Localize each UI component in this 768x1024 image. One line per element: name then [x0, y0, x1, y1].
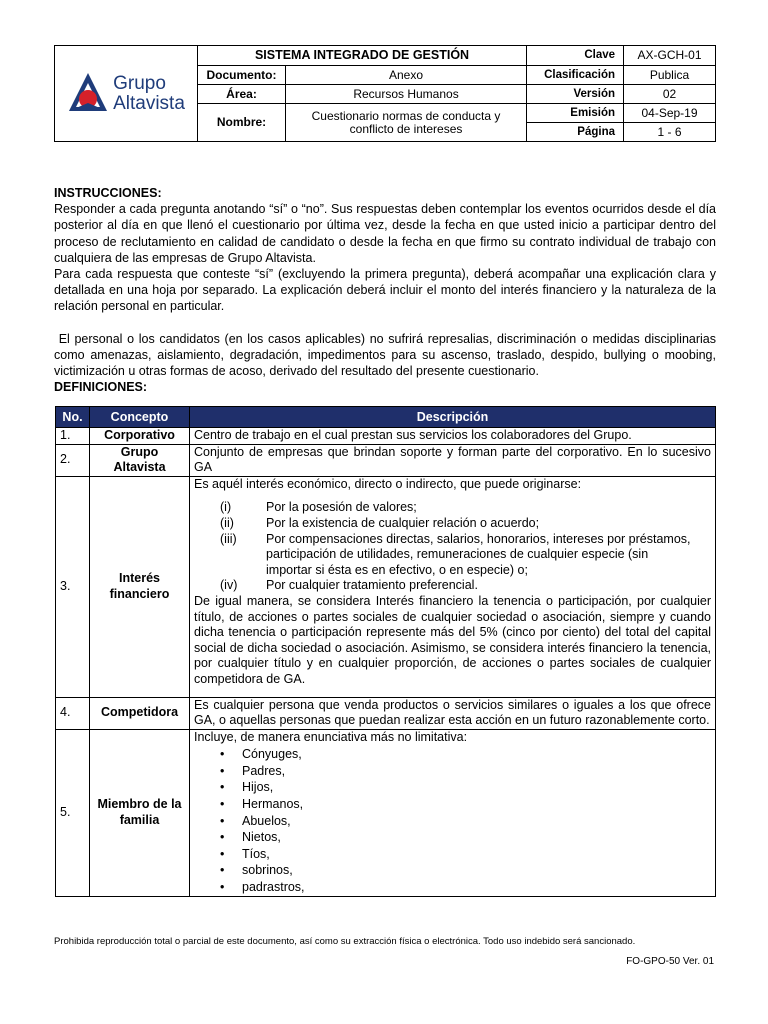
row-number: 5.	[56, 729, 90, 896]
instructions-section	[54, 185, 720, 395]
concept-line: Miembro de la	[97, 797, 182, 812]
instructions-paragraph-1: Responder a cada pregunta anotando “sí” o “no”. Sus respuestas deben contemplar los eventos ocurridos desde el día posterior al día en que llenó el cuestionario por última vez, desde la fecha en que usted inicio a participar dentro del proceso de reclutamiento en calidad de candidato o desde la fecha en que firmo su contrato individual de trabajo con cualquiera de las empresas de Grupo Altavista.	[54, 202, 716, 265]
definitions-heading: DEFINICIONES:	[54, 380, 148, 395]
version-value: 02	[624, 85, 716, 104]
table-row	[56, 476, 716, 697]
list-item-number: (iv)	[220, 578, 238, 593]
table-row	[56, 444, 716, 476]
row-number: 2.	[56, 444, 90, 476]
instructions-paragraph-3: El personal o los candidatos (en los casos aplicables) no sufrirá represalias, discriminación o medidas disciplinarias como amenazas, aislamiento, degradación, impedimentos para su ascenso, traslado, despido, bullying o moobing, victimización u otras formas de acoso, derivado del resultado del presente cuestionario.	[54, 331, 720, 379]
family-member-list	[194, 746, 711, 895]
row-concept	[90, 476, 190, 697]
pagina-label: Página	[527, 123, 624, 142]
version-label: Versión	[527, 85, 624, 104]
column-header-concepto: Concepto	[90, 407, 190, 428]
logo-text-grupo: Grupo	[113, 72, 166, 94]
row-concept	[90, 444, 190, 476]
list-item-number: (ii)	[220, 515, 234, 530]
list-item-text: Por la existencia de cualquier relación o acuerdo;	[266, 515, 540, 530]
bullet-icon: •	[220, 780, 225, 795]
bullet-icon: •	[220, 846, 225, 861]
row-number: 4.	[56, 697, 90, 729]
list-item	[194, 532, 711, 579]
list-item-number: (iii)	[220, 531, 237, 546]
description-closing: De igual manera, se considera Interés financiero la tenencia o participación, por cualquier título, de acciones o partes sociales de cualquier sociedad o asociación, siempre y cuando dicha tenencia o participación represente más del 5% (cinco por ciento) del total del capital social de dicha sociedad o asociación. Asimismo, se considera interés financiero la tenencia, por cualquier título y en cualquier proporción, de acciones o partes sociales de cualquier competidora de GA.	[194, 593, 711, 686]
list-item-number: (i)	[220, 500, 232, 515]
list-item	[194, 516, 711, 532]
pagina-value: 1 - 6	[624, 123, 716, 142]
bullet-icon: •	[220, 747, 225, 762]
row-number: 3.	[56, 476, 90, 697]
concept-line: financiero	[109, 586, 170, 601]
clave-value: AX-GCH-01	[624, 46, 716, 66]
concept-line: Grupo	[120, 444, 159, 459]
document-header	[54, 45, 716, 142]
description-intro: Es aquél interés económico, directo o indirecto, que puede originarse:	[194, 476, 582, 491]
row-concept: Corporativo	[90, 428, 190, 445]
footer-notice: Prohibida reproducción total o parcial de este documento, así como su extracción física o electrónica. Todo uso indebido será sancionado.	[54, 936, 636, 947]
table-row	[56, 697, 716, 729]
list-item: • Hijos,	[220, 780, 274, 795]
nombre-value-line1: Cuestionario normas de conducta y	[311, 108, 501, 123]
emision-label: Emisión	[527, 104, 624, 123]
row-description	[190, 476, 716, 697]
list-item	[194, 500, 711, 516]
row-concept	[90, 729, 190, 896]
clasificacion-value: Publica	[624, 66, 716, 85]
column-header-no: No.	[56, 407, 90, 428]
row-description	[190, 729, 716, 896]
row-description: Centro de trabajo en el cual prestan sus servicios los colaboradores del Grupo.	[190, 428, 716, 445]
nombre-value-line2: conflicto de intereses	[349, 121, 463, 136]
definitions-table	[55, 406, 716, 897]
list-item: • Cónyuges,	[220, 747, 302, 762]
bullet-icon: •	[220, 830, 225, 845]
list-item-text: Por cualquier tratamiento preferencial.	[266, 578, 478, 593]
bullet-icon: •	[220, 797, 225, 812]
emision-value: 04-Sep-19	[624, 104, 716, 123]
area-label: Área:	[198, 85, 286, 104]
concept-line: Altavista	[113, 460, 166, 475]
logo	[55, 46, 198, 142]
table-row	[56, 729, 716, 896]
list-item: • Tíos,	[220, 846, 270, 861]
nombre-label: Nombre:	[198, 104, 286, 142]
nombre-value	[286, 104, 527, 142]
clasificacion-label: Clasificación	[527, 66, 624, 85]
bullet-icon: •	[220, 880, 225, 895]
area-value: Recursos Humanos	[286, 85, 527, 104]
bullet-icon: •	[220, 813, 225, 828]
row-concept: Competidora	[90, 697, 190, 729]
bullet-icon: •	[220, 863, 225, 878]
list-item: • padrastros,	[220, 880, 305, 895]
description-intro: Incluye, de manera enunciativa más no limitativa:	[194, 729, 468, 744]
form-code: FO-GPO-50 Ver. 01	[626, 956, 714, 967]
concept-line: familia	[119, 812, 160, 827]
system-title: SISTEMA INTEGRADO DE GESTIÓN	[198, 46, 527, 66]
documento-value: Anexo	[286, 66, 527, 85]
table-row	[56, 428, 716, 445]
bullet-icon: •	[220, 763, 225, 778]
column-header-descripcion: Descripción	[190, 407, 716, 428]
list-item: • Hermanos,	[220, 797, 304, 812]
list-item: • sobrinos,	[220, 863, 293, 878]
clave-label: Clave	[527, 46, 624, 66]
row-number: 1.	[56, 428, 90, 445]
grupo-altavista-logo-icon	[67, 71, 109, 117]
instructions-paragraph-2: Para cada respuesta que conteste “sí” (excluyendo la primera pregunta), deberá acompañar una explicación clara y detallada en una hoja por separado. La explicación deberá incluir el monto del interés financiero y la naturaleza de la relación personal en particular.	[54, 267, 716, 314]
list-item: • Padres,	[220, 763, 286, 778]
row-description: Es cualquier persona que venda productos o servicios similares o iguales a los que ofrece GA, o aquellas personas que puedan realizar esta acción en un futuro razonablemente corto.	[190, 697, 716, 729]
list-item-text: Por compensaciones directas, salarios, honorarios, intereses por préstamos, participación de utilidades, remuneraciones de cualquier especie (sin importar si ésta es en efectivo, o en especie) o;	[266, 531, 691, 577]
list-item	[194, 578, 711, 594]
logo-text-altavista: Altavista	[113, 92, 185, 114]
concept-line: Interés	[119, 571, 160, 586]
row-description: Conjunto de empresas que brindan soporte y forman parte del corporativo. En lo sucesivo GA	[190, 444, 716, 476]
list-item-text: Por la posesión de valores;	[266, 500, 417, 515]
list-item: • Abuelos,	[220, 813, 291, 828]
documento-label: Documento:	[198, 66, 286, 85]
list-item: • Nietos,	[220, 830, 281, 845]
instructions-heading: INSTRUCCIONES:	[54, 186, 162, 200]
